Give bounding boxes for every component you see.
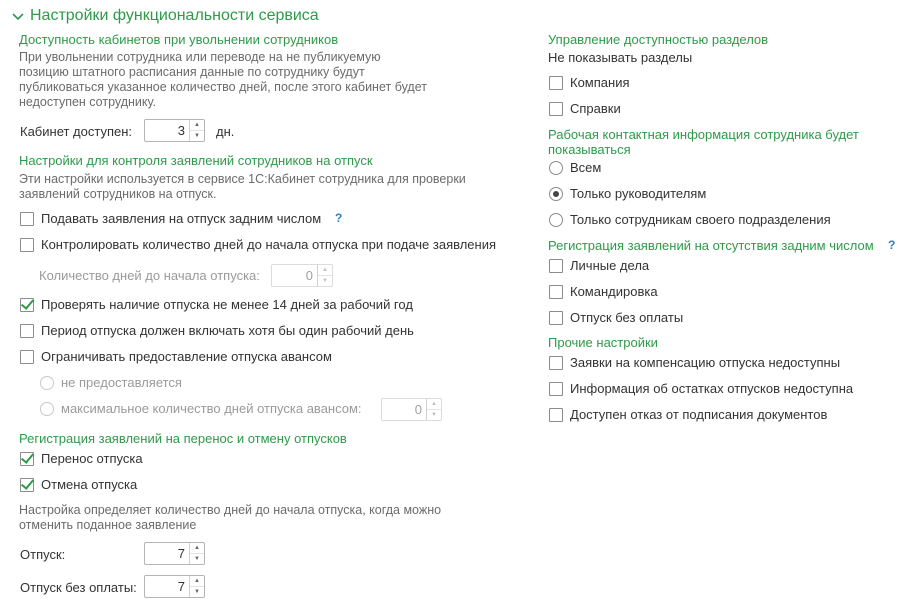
increment-icon[interactable]: ▲ xyxy=(194,545,200,551)
trip-checkbox[interactable] xyxy=(549,285,563,299)
backdate-label[interactable]: Подавать заявления на отпуск задним числом xyxy=(41,211,322,226)
vacation-note: Эти настройки используется в сервисе 1С:Кабинет сотрудника для проверки заявлений сотрудников на отпуск. xyxy=(19,172,466,201)
days-before-value[interactable]: 0 xyxy=(305,268,313,283)
radio-not-provided-label[interactable]: не предоставляется xyxy=(61,375,182,390)
references-checkbox[interactable] xyxy=(549,102,563,116)
radio-all-label[interactable]: Всем xyxy=(570,160,602,175)
vacation-days-value[interactable]: 7 xyxy=(177,546,185,561)
radio-max-days-label[interactable]: максимальное количество дней отпуска авансом: xyxy=(61,401,362,416)
radio-all[interactable] xyxy=(549,161,563,175)
vacation-days-label: Отпуск: xyxy=(20,547,66,562)
check-14-days-label[interactable]: Проверять наличие отпуска не менее 14 дней за рабочий год xyxy=(41,297,413,312)
cancel-checkbox[interactable] xyxy=(20,478,34,492)
absence-section-title: Регистрация заявлений на отсутствия задним числом xyxy=(548,238,874,253)
refuse-sign-checkbox[interactable] xyxy=(549,408,563,422)
transfer-label[interactable]: Перенос отпуска xyxy=(41,451,143,466)
radio-managers[interactable] xyxy=(549,187,563,201)
decrement-icon[interactable]: ▼ xyxy=(318,275,332,286)
contact-section-title: Рабочая контактная информация сотрудника будет показываться xyxy=(548,127,859,157)
unpaid-leave-label[interactable]: Отпуск без оплаты xyxy=(570,310,684,325)
increment-icon[interactable]: ▲ xyxy=(431,401,437,407)
compensation-label[interactable]: Заявки на компенсацию отпуска недоступны xyxy=(570,355,841,370)
chevron-down-icon[interactable] xyxy=(11,10,25,24)
increment-icon[interactable]: ▲ xyxy=(194,122,200,128)
control-days-checkbox[interactable] xyxy=(20,238,34,252)
advance-limit-label[interactable]: Ограничивать предоставление отпуска авансом xyxy=(41,349,332,364)
advance-limit-checkbox[interactable] xyxy=(20,350,34,364)
references-label[interactable]: Справки xyxy=(570,101,621,116)
other-section-title: Прочие настройки xyxy=(548,335,658,350)
access-section-title: Управление доступностью разделов xyxy=(548,32,769,47)
trip-label[interactable]: Командировка xyxy=(570,284,658,299)
max-days-value[interactable]: 0 xyxy=(414,402,422,417)
radio-max-days[interactable] xyxy=(40,402,54,416)
refuse-sign-label[interactable]: Доступен отказ от подписания документов xyxy=(570,407,828,422)
control-days-label[interactable]: Контролировать количество дней до начала отпуска при подаче заявления xyxy=(41,237,497,252)
cancel-label[interactable]: Отмена отпуска xyxy=(41,477,138,492)
radio-not-provided[interactable] xyxy=(40,376,54,390)
increment-icon[interactable]: ▲ xyxy=(322,267,328,273)
personal-label[interactable]: Личные дела xyxy=(570,258,650,273)
days-before-label: Количество дней до начала отпуска: xyxy=(39,268,260,283)
unpaid-days-stepper[interactable] xyxy=(144,575,205,598)
transfer-section-title: Регистрация заявлений на перенос и отмену отпусков xyxy=(19,431,347,446)
transfer-note: Настройка определяет количество дней до начала отпуска, когда можно отменить поданное заявление xyxy=(19,503,442,532)
help-icon[interactable]: ? xyxy=(335,211,343,225)
help-icon[interactable]: ? xyxy=(888,238,896,252)
compensation-checkbox[interactable] xyxy=(549,356,563,370)
balance-info-label[interactable]: Информация об остатках отпусков недоступна xyxy=(570,381,854,396)
cabinet-days-stepper[interactable] xyxy=(144,119,205,142)
radio-department-label[interactable]: Только сотрудникам своего подразделения xyxy=(570,212,831,227)
vacation-days-stepper[interactable] xyxy=(144,542,205,565)
balance-info-checkbox[interactable] xyxy=(549,382,563,396)
cabinet-section-title: Доступность кабинетов при увольнении сотрудников xyxy=(19,32,339,47)
personal-checkbox[interactable] xyxy=(549,259,563,273)
company-checkbox[interactable] xyxy=(549,76,563,90)
cabinet-note: При увольнении сотрудника или переводе на не публикуемую позицию штатного расписания данные по сотруднику будут публиковаться указанное количество дней, после этого кабинет будет недоступен сотруднику. xyxy=(19,50,427,109)
decrement-icon[interactable]: ▼ xyxy=(190,586,204,597)
decrement-icon[interactable]: ▼ xyxy=(427,409,441,420)
decrement-icon[interactable]: ▼ xyxy=(190,553,204,564)
workday-checkbox[interactable] xyxy=(20,324,34,338)
check-14-days-checkbox[interactable] xyxy=(20,298,34,312)
unpaid-days-label: Отпуск без оплаты: xyxy=(20,580,137,595)
unpaid-leave-checkbox[interactable] xyxy=(549,311,563,325)
page-title[interactable]: Настройки функциональности сервиса xyxy=(30,7,319,24)
cabinet-days-value[interactable]: 3 xyxy=(177,123,185,138)
cabinet-unit-label: дн. xyxy=(216,124,235,139)
workday-label[interactable]: Период отпуска должен включать хотя бы один рабочий день xyxy=(41,323,414,338)
radio-managers-label[interactable]: Только руководителям xyxy=(570,186,707,201)
transfer-checkbox[interactable] xyxy=(20,452,34,466)
company-label[interactable]: Компания xyxy=(570,75,630,90)
max-days-stepper[interactable] xyxy=(381,398,442,421)
decrement-icon[interactable]: ▼ xyxy=(190,130,204,141)
days-before-stepper[interactable] xyxy=(271,264,333,287)
vacation-section-title: Настройки для контроля заявлений сотрудников на отпуск xyxy=(19,153,373,168)
radio-department[interactable] xyxy=(549,213,563,227)
unpaid-days-value[interactable]: 7 xyxy=(177,579,185,594)
cabinet-available-label: Кабинет доступен: xyxy=(20,124,133,139)
increment-icon[interactable]: ▲ xyxy=(194,578,200,584)
hide-sections-label: Не показывать разделы xyxy=(548,50,693,65)
backdate-checkbox[interactable] xyxy=(20,212,34,226)
